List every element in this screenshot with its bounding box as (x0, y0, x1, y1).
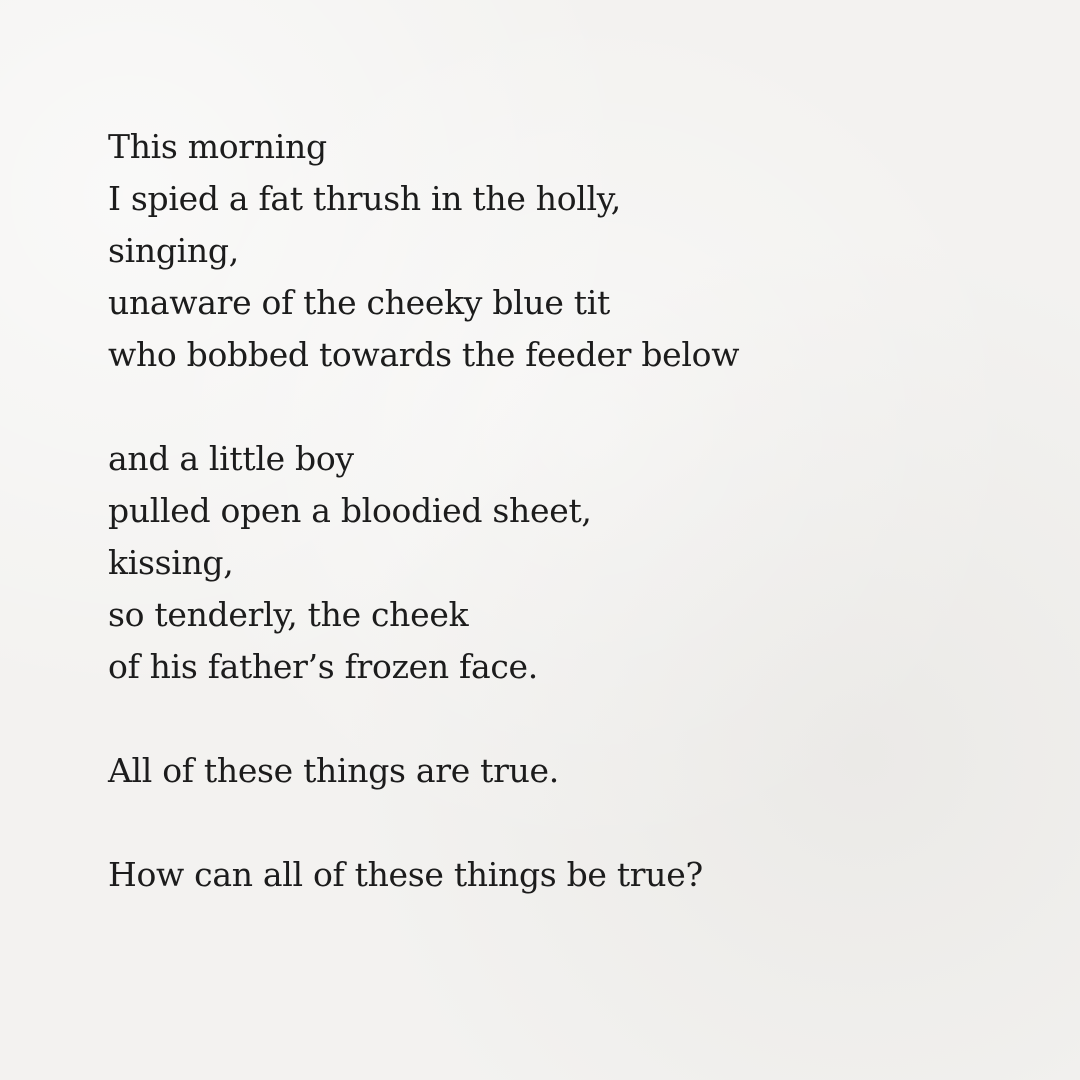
poem-line: pulled open a bloodied sheet, (108, 491, 592, 530)
poem-line: who bobbed towards the feeder below (108, 335, 740, 374)
poem-line: How can all of these things be true? (108, 855, 703, 894)
stanza-1 (108, 121, 1008, 381)
stanza-break (108, 797, 1008, 849)
stanza-break (108, 381, 1008, 433)
poem-line: of his father’s frozen face. (108, 647, 538, 686)
stanza-4 (108, 849, 1008, 901)
poem-line: and a little boy (108, 439, 354, 478)
poem-line: All of these things are true. (108, 751, 559, 790)
stanza-break (108, 693, 1008, 745)
stanza-3 (108, 745, 1008, 797)
poem-line: unaware of the cheeky blue tit (108, 283, 610, 322)
poem-line: singing, (108, 231, 239, 270)
poem-line: This morning (108, 127, 327, 166)
poem-line: so tenderly, the cheek (108, 595, 469, 634)
stanza-2 (108, 433, 1008, 693)
poem-line: kissing, (108, 543, 234, 582)
poem-text (108, 121, 1008, 901)
poem-line: I spied a fat thrush in the holly, (108, 179, 621, 218)
